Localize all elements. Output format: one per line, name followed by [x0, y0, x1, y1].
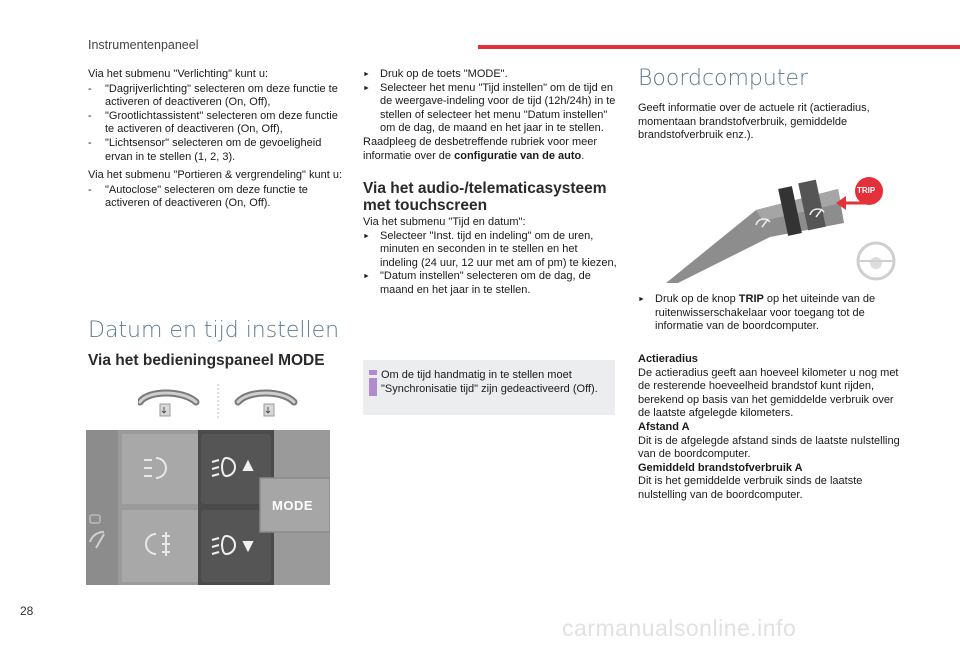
desc-gemiddeld-verbruik: Dit is het gemiddelde verbruik sinds de laatste nulstelling van de boordcomputer.: [638, 475, 863, 501]
list-item: ► "Datum instellen" selecteren om de dag, de maand en het jaar in te stellen.: [363, 270, 591, 296]
trip-step: [638, 293, 900, 334]
running-header: Instrumentenpaneel: [88, 38, 199, 52]
subtitle-mode-panel: Via het bedieningspaneel MODE: [88, 352, 325, 369]
term-actieradius: Actieradius: [638, 353, 698, 365]
mode-panel-figure: [86, 430, 330, 585]
list-item: ► Druk op de toets "MODE".: [363, 68, 508, 80]
boordcomputer-intro: Geeft informatie over de actuele rit (actieradius, momentaan brandstofverbruik, gemiddelde brandstofverbruik enz.).: [638, 102, 870, 142]
list-item: ► Selecteer "Inst. tijd en indeling" om de uren, minuten en seconden in te stellen en het indeling (24 uur, 12 uur met am of pm) te kiezen,: [363, 229, 617, 269]
term-afstand-a: Afstand A: [638, 420, 690, 433]
term-gemiddeld-verbruik: Gemiddeld brandstofverbruik A: [638, 461, 803, 474]
list-item: - "Autoclose" selecteren om deze functie te activeren of deactiveren (On, Off).: [88, 183, 308, 210]
list-item: - "Dagrijverlichting" selecteren om deze functie te activeren of deactiveren (On, Off),: [88, 82, 338, 109]
info-icon: [368, 370, 378, 396]
subtitle-touchscreen: Via het audio-/telematicasysteem met touchscreen: [363, 180, 607, 214]
header-accent-bar: [478, 45, 960, 49]
steering-wheel-position-icons: [138, 384, 298, 420]
lighting-intro: Via het submenu "Verlichting" kunt u:: [88, 68, 269, 80]
definitions-list: [638, 353, 900, 503]
list-item: ► Druk op de knop TRIP op het uiteinde van de ruitenwisserschakelaar voor toegang tot de informatie van de boordcomputer.: [638, 293, 876, 333]
list-item: - "Lichtsensor" selecteren om de gevoeligheid ervan in te stellen (1, 2, 3).: [88, 136, 322, 163]
steering-wheel-icon: [858, 243, 894, 279]
column-2-touchscreen: [363, 216, 618, 298]
column-2: [363, 68, 618, 168]
desc-afstand-a: Dit is de afgelegde afstand sinds de laatste nulstelling van de boordcomputer.: [638, 434, 900, 461]
list-item: ► Selecteer het menu "Tijd instellen" om de tijd en de weergave-indeling voor de tijd (12h/24h) in te stellen of selecteer het menu "Datum instellen" om de dag, de maand en het jaar in te stellen.: [363, 81, 616, 135]
watermark: carmanualsonline.info: [562, 615, 797, 641]
mode-button-label: MODE: [272, 498, 313, 513]
doors-intro: Via het submenu "Portieren & vergrendeling" kunt u:: [88, 169, 343, 182]
submenu-intro: Via het submenu "Tijd en datum":: [363, 216, 526, 228]
steering-wheel-left-icon: [140, 393, 196, 416]
page-number: 28: [20, 604, 34, 618]
trip-badge: TRIP: [857, 186, 876, 195]
notice-text: Om de tijd handmatig in te stellen moet "Synchronisatie tijd" zijn gedeactiveerd (Off).: [381, 369, 598, 395]
list-item: - "Grootlichtassistent" selecteren om deze functie te activeren of deactiveren (On, Off),: [88, 109, 338, 136]
wiper-stalk-figure: [638, 165, 898, 287]
section-title-datum: Datum en tijd instellen: [88, 318, 340, 343]
column-1: [88, 68, 343, 211]
steering-wheel-right-icon: [238, 393, 294, 416]
section-title-boordcomputer: Boordcomputer: [638, 66, 809, 91]
desc-actieradius: De actieradius geeft aan hoeveel kilometer u nog met de resterende hoeveelheid brandstof kunt rijden, berekend op basis van het gemiddelde verbruik over de laatste afgelegde kilometers.: [638, 366, 899, 420]
reference-text: Raadpleeg de desbetreffende rubriek voor meer informatie over de configuratie van de auto.: [363, 135, 598, 162]
info-notice: [363, 360, 615, 415]
